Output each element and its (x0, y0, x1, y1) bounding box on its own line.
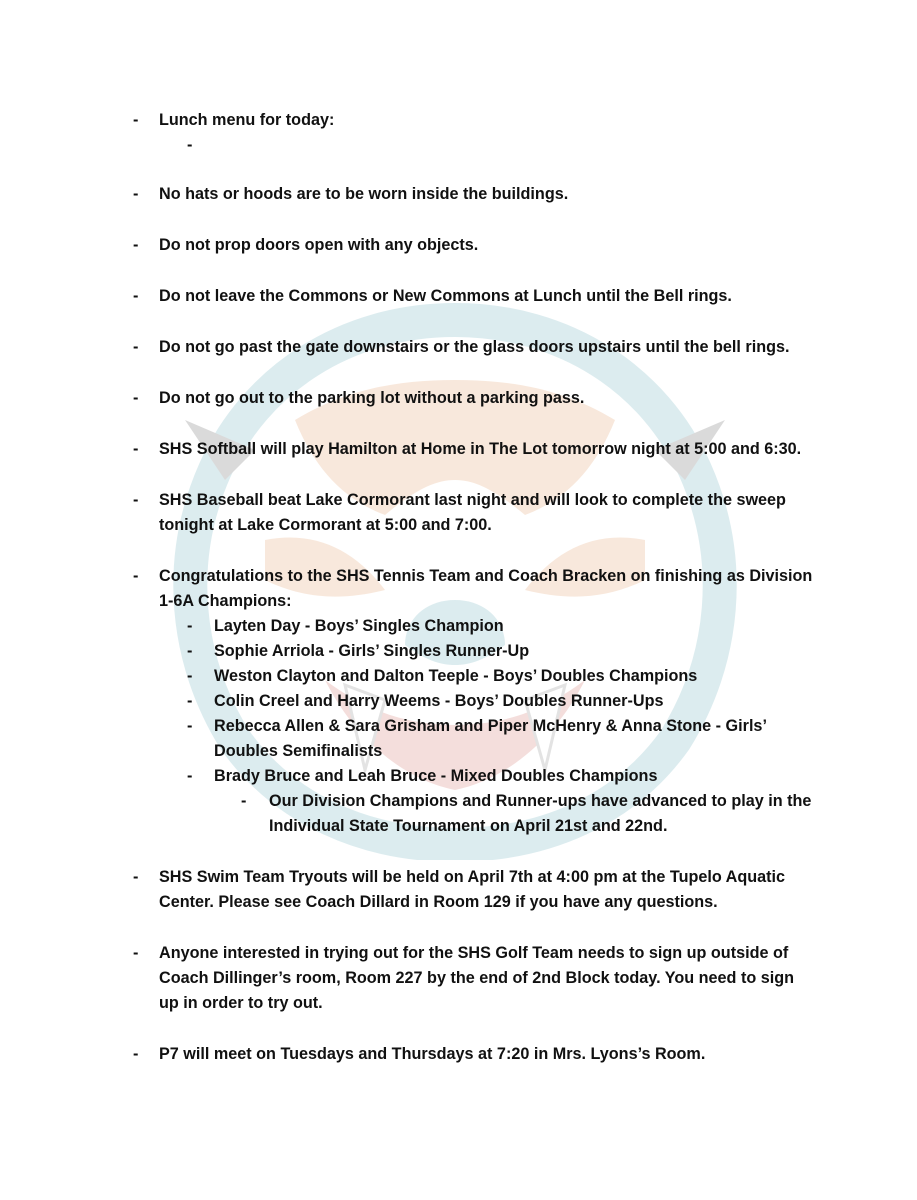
list-item (0, 335, 917, 360)
list-item-tennis (0, 564, 917, 839)
bullet-dash: - (133, 389, 139, 407)
item-text: Do not go out to the parking lot without a parking pass. (159, 389, 585, 407)
item-text: Do not leave the Commons or New Commons at Lunch until the Bell rings. (159, 287, 732, 305)
sub-item-text: Rebecca Allen & Sara Grisham and Piper McHenry & Anna Stone - Girls’ Doubles Semifinalists (214, 717, 767, 760)
list-item (0, 108, 917, 158)
sub-sub-item-text: Our Division Champions and Runner-ups have advanced to play in the Individual State Tournament on April 21st and 22nd. (269, 792, 812, 835)
item-text: Lunch menu for today: (159, 111, 335, 129)
bullet-dash: - (133, 440, 139, 458)
bullet-dash: - (241, 792, 247, 810)
list-item (0, 941, 917, 1016)
sub-item-text: Weston Clayton and Dalton Teeple - Boys’ Doubles Champions (214, 667, 698, 685)
lunch-menu-sub-item (159, 133, 817, 158)
list-item (0, 1042, 917, 1067)
bullet-dash: - (133, 236, 139, 254)
sub-item-text: Layten Day - Boys’ Singles Champion (214, 617, 504, 635)
bullet-dash: - (187, 642, 193, 660)
item-text: SHS Softball will play Hamilton at Home in The Lot tomorrow night at 5:00 and 6:30. (159, 440, 802, 458)
bullet-dash: - (133, 338, 139, 356)
bullet-dash: - (187, 136, 193, 154)
item-text: P7 will meet on Tuesdays and Thursdays at 7:20 in Mrs. Lyons’s Room. (159, 1045, 706, 1063)
sub-item (159, 689, 817, 714)
sub-item (159, 714, 817, 764)
bullet-dash: - (133, 287, 139, 305)
item-text: Congratulations to the SHS Tennis Team and Coach Bracken on finishing as Division 1-6A Champions: (159, 567, 813, 610)
bullet-dash: - (133, 491, 139, 509)
bullet-dash: - (187, 667, 193, 685)
sub-sub-item (159, 789, 817, 839)
bullet-dash: - (133, 111, 139, 129)
sub-item-text: Brady Bruce and Leah Bruce - Mixed Doubles Champions (214, 767, 658, 785)
item-text: SHS Swim Team Tryouts will be held on April 7th at 4:00 pm at the Tupelo Aquatic Center. Please see Coach Dillard in Room 129 if you have any questions. (159, 868, 786, 911)
sub-item (159, 664, 817, 689)
bullet-dash: - (187, 767, 193, 785)
item-text: No hats or hoods are to be worn inside the buildings. (159, 185, 569, 203)
bullet-dash: - (133, 567, 139, 585)
sub-item-text: Colin Creel and Harry Weems - Boys’ Doubles Runner-Ups (214, 692, 664, 710)
item-text: Do not prop doors open with any objects. (159, 236, 479, 254)
list-item (0, 865, 917, 915)
bullet-dash: - (187, 717, 193, 735)
list-item (0, 233, 917, 258)
list-item (0, 386, 917, 411)
sub-item (159, 764, 817, 789)
sub-item (159, 639, 817, 664)
bullet-dash: - (187, 692, 193, 710)
bullet-dash: - (133, 868, 139, 886)
bullet-dash: - (133, 1045, 139, 1063)
item-text: SHS Baseball beat Lake Cormorant last night and will look to complete the sweep tonight at Lake Cormorant at 5:00 and 7:00. (159, 491, 786, 534)
bullet-dash: - (133, 944, 139, 962)
sub-item-text: Sophie Arriola - Girls’ Singles Runner-Up (214, 642, 530, 660)
sub-item (159, 614, 817, 639)
item-text: Anyone interested in trying out for the SHS Golf Team needs to sign up outside of Coach Dillinger’s room, Room 227 by the end of 2nd Block today. You need to sign up in order to try out. (159, 944, 794, 1012)
bullet-dash: - (133, 185, 139, 203)
bullet-dash: - (187, 617, 193, 635)
list-item (0, 284, 917, 309)
list-item (0, 182, 917, 207)
item-text: Do not go past the gate downstairs or the glass doors upstairs until the bell rings. (159, 338, 790, 356)
list-item (0, 437, 917, 462)
announcements-list (0, 108, 917, 1093)
list-item (0, 488, 917, 538)
